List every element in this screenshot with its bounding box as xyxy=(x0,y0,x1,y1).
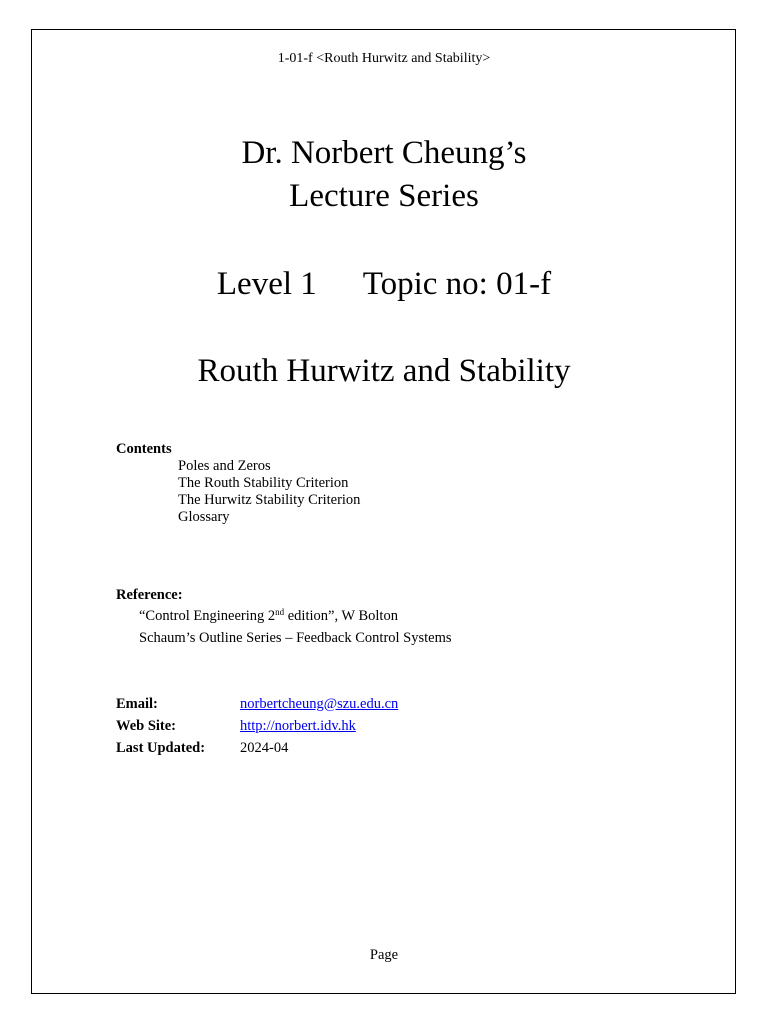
updated-row xyxy=(116,737,398,759)
contents-item: The Hurwitz Stability Criterion xyxy=(178,492,361,508)
email-value xyxy=(240,696,398,712)
updated-label: Last Updated: xyxy=(116,740,206,756)
contents-item: The Routh Stability Criterion xyxy=(178,475,349,491)
website-row xyxy=(116,715,398,737)
reference-list xyxy=(116,605,452,649)
title-level: Level 1 xyxy=(216,266,317,302)
updated-value: 2024-04 xyxy=(240,740,289,756)
website-link[interactable]: http://norbert.idv.hk xyxy=(240,718,356,734)
title-subject: Routh Hurwitz and Stability xyxy=(197,353,571,389)
page-header: 1-01-f <Routh Hurwitz and Stability> xyxy=(277,51,491,66)
email-link[interactable]: norbertcheung@szu.edu.cn xyxy=(240,696,399,712)
reference-item-text-end: edition”, W Bolton xyxy=(284,608,398,624)
title-author: Dr. Norbert Cheung’s xyxy=(241,135,527,171)
email-label: Email: xyxy=(116,696,158,712)
reference-superscript: nd xyxy=(275,607,285,617)
reference-item-bolton xyxy=(139,605,452,627)
title-series: Lecture Series xyxy=(289,178,479,214)
reference-heading: Reference: xyxy=(116,587,183,603)
page-footer: Page xyxy=(369,947,399,963)
reference-item-schaum: Schaum’s Outline Series – Feedback Control Systems xyxy=(139,630,452,646)
contents-heading: Contents xyxy=(116,441,172,457)
website-value xyxy=(240,718,356,734)
website-label: Web Site: xyxy=(116,718,177,734)
title-level-topic xyxy=(0,265,768,305)
contents-item: Glossary xyxy=(178,509,230,525)
reference-item-text: “Control Engineering 2 xyxy=(139,608,276,624)
reference-section xyxy=(116,587,452,649)
contents-section xyxy=(116,441,360,526)
info-block xyxy=(116,693,398,759)
email-row xyxy=(116,693,398,715)
title-topic: Topic no: 01-f xyxy=(362,266,552,302)
contents-item: Poles and Zeros xyxy=(178,458,271,474)
contents-list xyxy=(116,458,360,526)
